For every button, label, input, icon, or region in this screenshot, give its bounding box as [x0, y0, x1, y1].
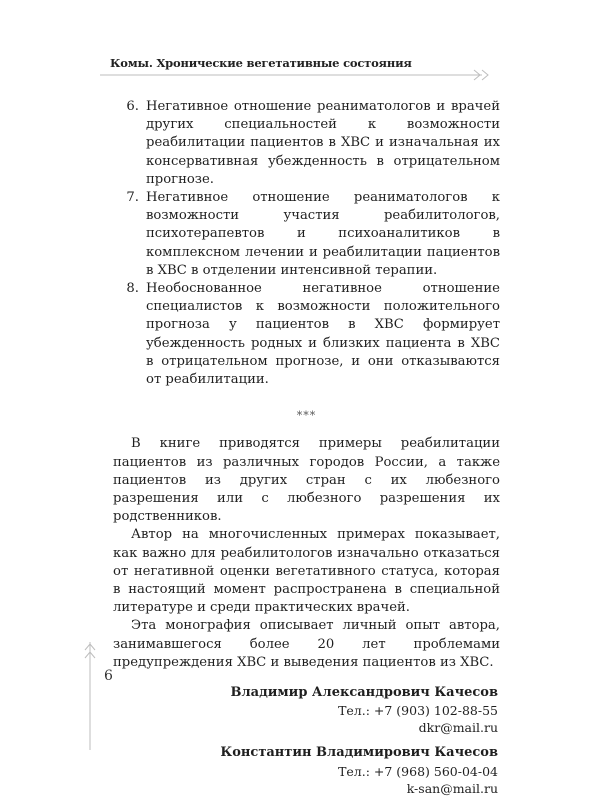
header-arrow-rule — [100, 68, 500, 82]
list-item — [113, 280, 500, 389]
page-number: 6 — [104, 668, 113, 684]
author-email: dkr@mail.ru — [418, 720, 498, 736]
page-body — [113, 98, 500, 805]
author-name: Владимир Александрович Качесов — [230, 685, 498, 701]
list-text: Необоснованное негативное отношение специалистов к возможности положительного прогноза у пациентов в ХВС формирует убежденность родных и близких пациента в ХВС в отрицательном прогнозе, и они отказываются от реабилитации. — [146, 281, 500, 388]
list-text: Негативное отношение реаниматологов и врачей других специальностей к возможности реабилитации пациентов в ХВС и изначальная их консервативная убежденность в отрицательном прогнозе. — [146, 99, 500, 187]
author-phone: Тел.: +7 (903) 102-88-55 — [338, 703, 498, 719]
list-number: 7. — [126, 190, 139, 206]
authors-block — [113, 684, 500, 796]
author-email: k-san@mail.ru — [406, 780, 498, 796]
list-number: 8. — [126, 281, 139, 297]
margin-arrow-rule — [84, 640, 96, 750]
author-entry — [113, 744, 498, 796]
author-name: Константин Владимирович Качесов — [220, 745, 498, 761]
author-entry — [113, 684, 498, 736]
list-item — [113, 189, 500, 280]
paragraph: Эта монография описывает личный опыт автора, занимавшегося более 20 лет проблемами предупреждения ХВС и выведения пациентов из ХВС. — [113, 618, 500, 670]
list-number: 6. — [126, 99, 139, 114]
running-header: Комы. Хронические вегетативные состояния — [110, 56, 412, 70]
list-text: Негативное отношение реаниматологов к возможности участия реабилитологов, психотерапевтов и психоаналитиков в комплексном лечении и реабилитации пациентов в ХВС в отделении интенсивной терапии. — [146, 190, 500, 278]
section-separator: *** — [296, 409, 317, 423]
paragraph: Автор на многочисленных примерах показывает, как важно для реабилитологов изначально отказаться от негативной оценки вегетативного статуса, которая в настоящий момент распространена в специальной литературе и среди практических врачей. — [113, 527, 500, 616]
list-item — [113, 98, 500, 189]
paragraph: В книге приводятся примеры реабилитации пациентов из различных городов России, а также пациентов из других стран с их любезного разрешения или с любезного разрешения их родственников. — [113, 436, 500, 525]
reasons-list — [113, 98, 500, 389]
author-phone: Тел.: +7 (968) 560-04-04 — [338, 763, 498, 779]
